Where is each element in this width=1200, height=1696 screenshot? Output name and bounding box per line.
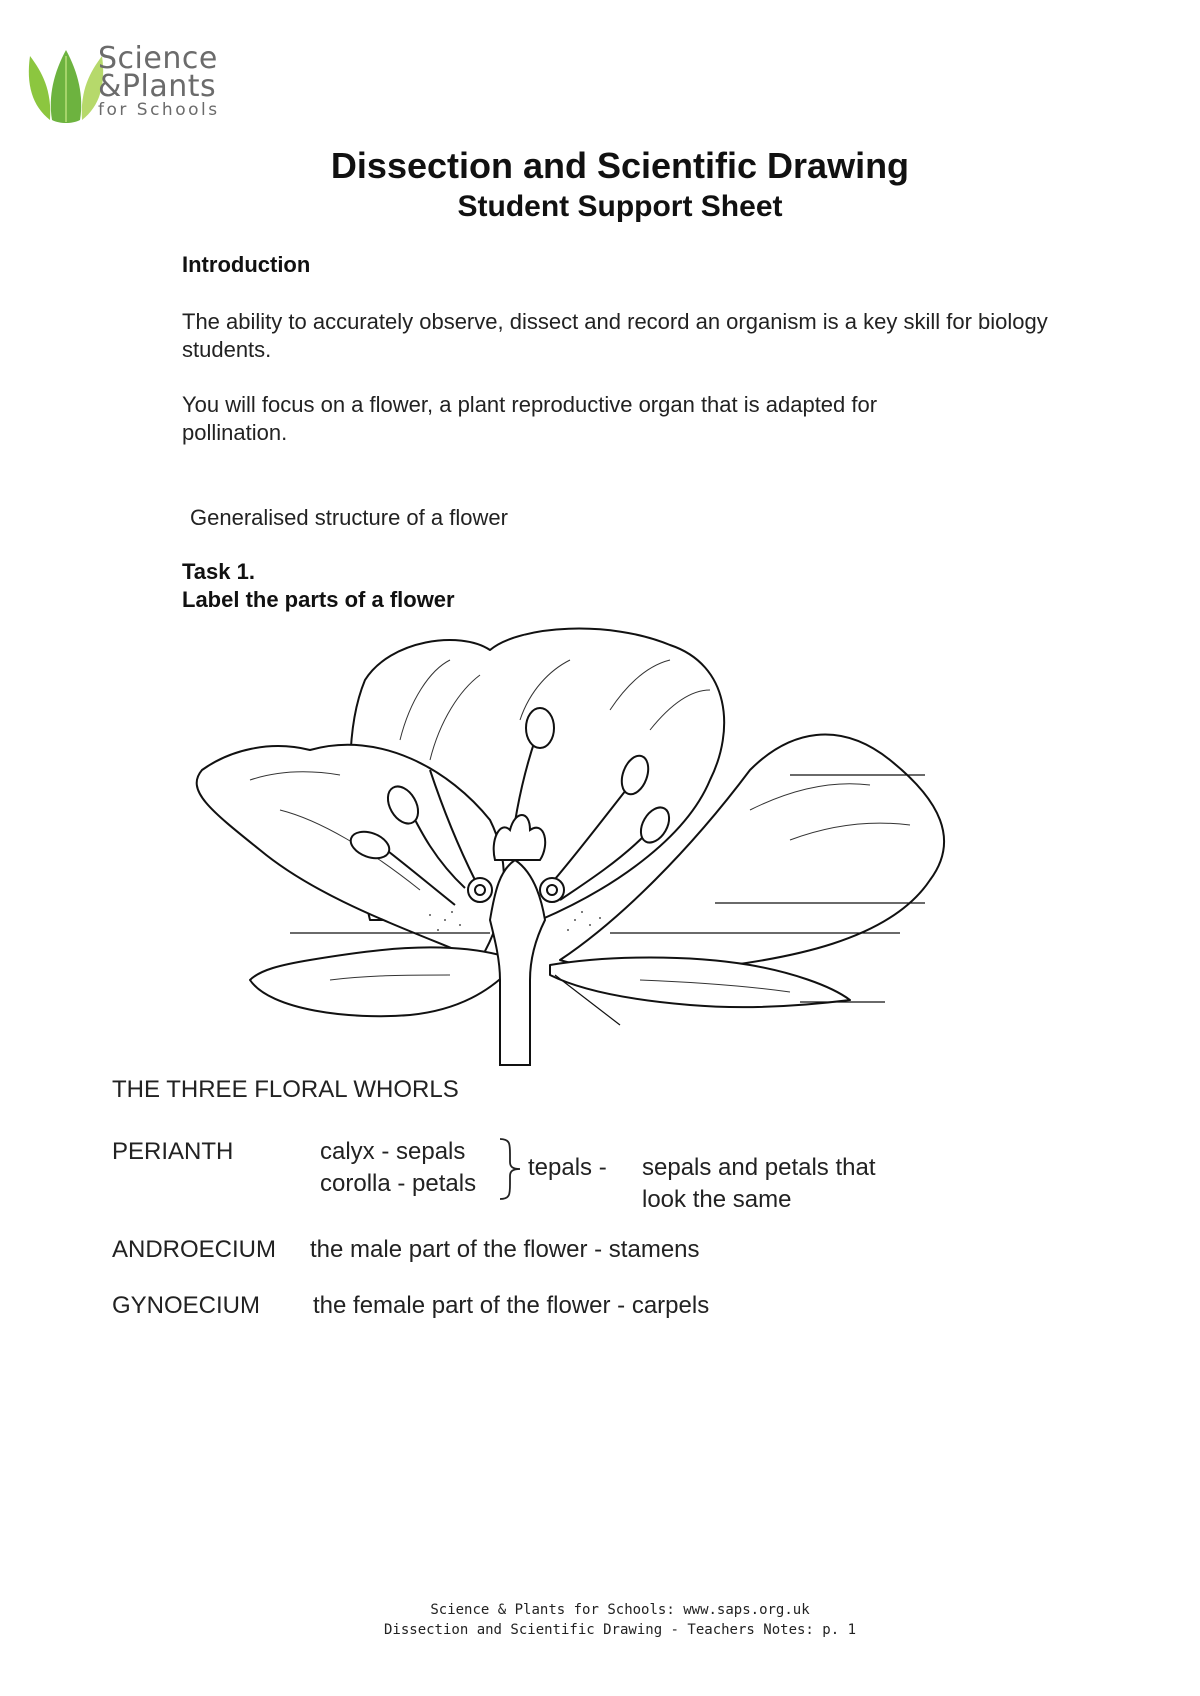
gynoecium-label: GYNOECIUM [112, 1292, 261, 1319]
corolla-text: corolla - petals [320, 1170, 477, 1197]
androecium-description: the male part of the flower - stamens [310, 1236, 700, 1263]
logo-line-3: for Schools [98, 100, 220, 120]
logo-text [98, 41, 220, 120]
tepals-description-1: sepals and petals that [642, 1154, 876, 1181]
page-subtitle: Student Support Sheet [457, 190, 783, 223]
page-title: Dissection and Scientific Drawing [330, 145, 910, 186]
flower-diagram [190, 620, 970, 1070]
logo-line-2: &Plants [98, 69, 217, 104]
anther-2 [526, 708, 554, 748]
leaf-logo-icon [29, 50, 103, 123]
footer-line-1: Science & Plants for Schools: www.saps.org.uk [430, 1602, 810, 1618]
tepals-text: tepals - [528, 1154, 607, 1181]
footer [0, 1600, 1200, 1640]
generalised-caption: Generalised structure of a flower [190, 505, 508, 530]
whorls-heading: THE THREE FLORAL WHORLS [112, 1076, 459, 1103]
sepal-right [550, 958, 850, 1008]
gynoecium-description: the female part of the flower - carpels [313, 1292, 710, 1319]
receptacle-stalk [490, 860, 545, 1065]
intro-paragraph-1: The ability to accurately observe, dissect and record an organism is a key skill for biology students. [182, 309, 1048, 362]
brace-icon [496, 1136, 526, 1202]
logo-line-1: Science [98, 41, 218, 76]
task-instruction: Label the parts of a flower [182, 587, 455, 612]
task-number: Task 1. [182, 559, 255, 584]
androecium-label: ANDROECIUM [112, 1236, 277, 1263]
sepal-left [250, 947, 510, 1016]
intro-heading: Introduction [182, 252, 311, 277]
intro-paragraph-2: You will focus on a flower, a plant reproductive organ that is adapted for pollination. [182, 392, 878, 445]
calyx-text: calyx - sepals [320, 1138, 466, 1165]
perianth-label: PERIANTH [112, 1138, 234, 1165]
tepals-description-2: look the same [642, 1186, 792, 1213]
footer-line-2: Dissection and Scientific Drawing - Teachers Notes: p. 1 [383, 1622, 856, 1638]
